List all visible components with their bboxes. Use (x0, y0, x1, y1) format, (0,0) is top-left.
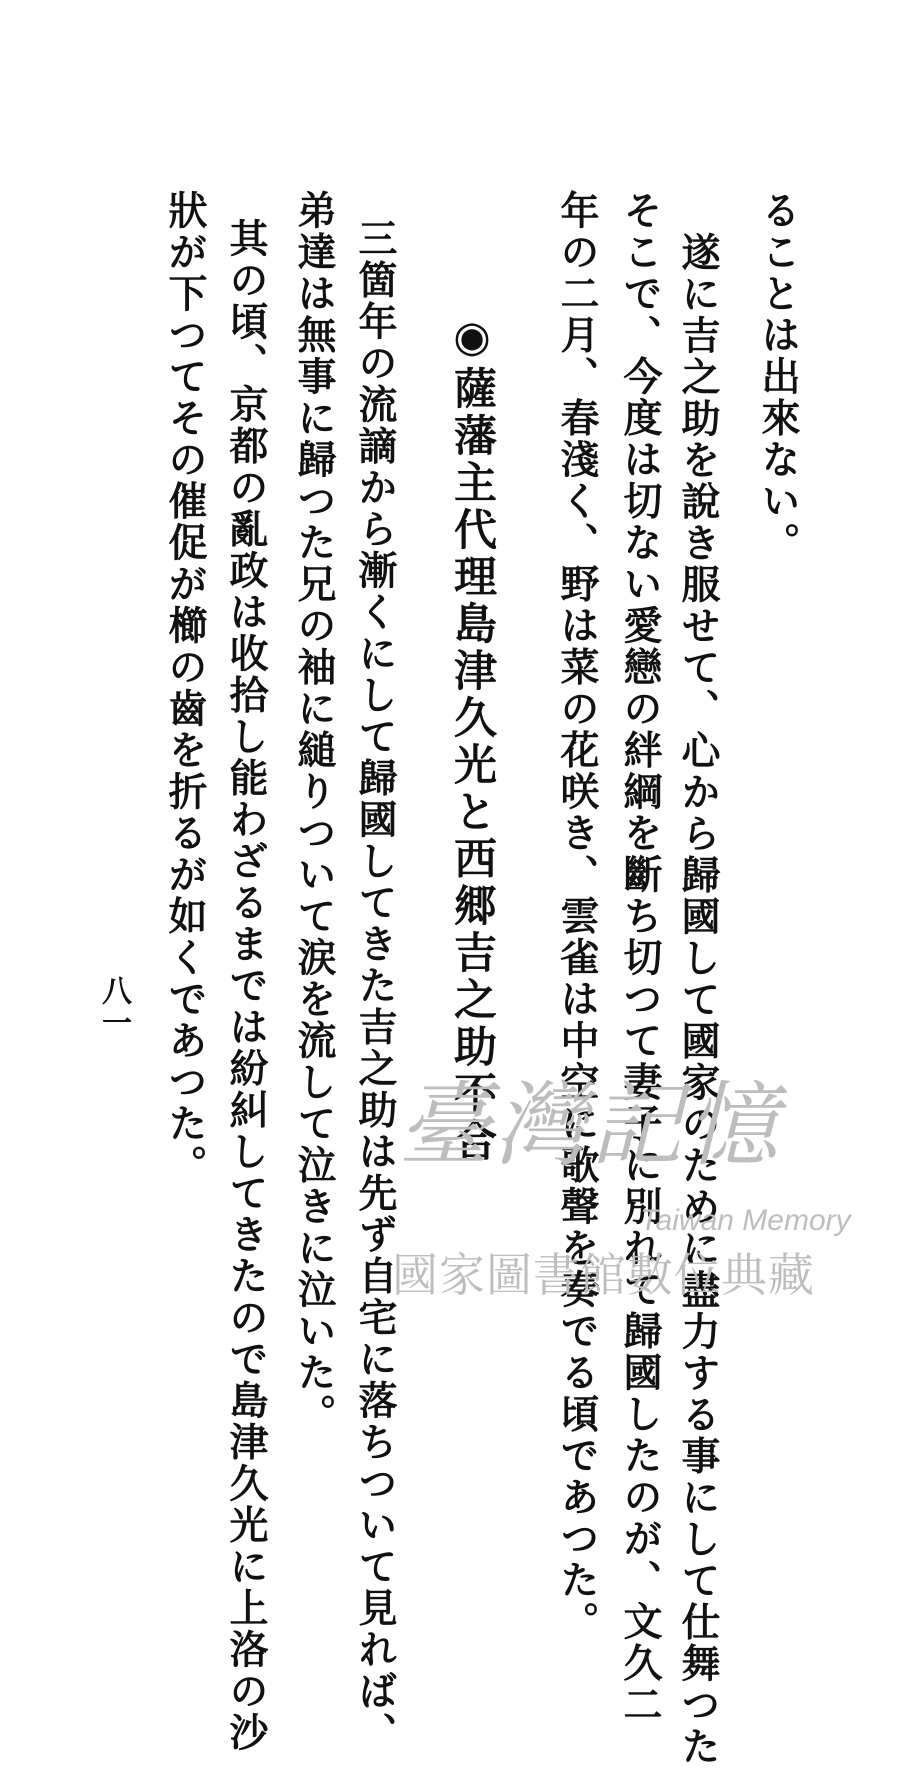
watermark-title: 臺灣記憶 (398, 1072, 783, 1179)
watermark-org: 國家圖書館數位典藏 (392, 1248, 815, 1302)
text-column-6: 弟達は無事に歸つた兄の袖に縋りついて涙を流して泣きに泣いた。 (291, 190, 337, 1435)
text-column-8: 狀が下つてその催促が櫛の齒を折るが如くであつた。 (162, 190, 208, 1186)
watermark-english: Taiwan Memory (640, 1204, 851, 1237)
text-column-5: 三箇年の流謫から漸くにして歸國してきた吉之助は先ず自宅に落ちついて見れば、 (352, 218, 398, 1754)
text-column-1: ることは出來ない。 (755, 190, 801, 564)
text-column-4: 年の二月、春淺く、野は菜の花咲き、雲雀は中空に歌聲を奏でる頃であつた。 (554, 190, 600, 1643)
page-number: 八一 (96, 975, 131, 1039)
text-column-7: 其の頃、京都の亂政は收拾し能わざるまでは紛糾してきたので島津久光に上洛の沙 (223, 218, 269, 1754)
text-column-3: そこで、今度は切ない愛戀の絆綱を斷ち切つて妻子に別れて歸國したのが、文久二 (617, 190, 663, 1726)
section-heading: ◉薩藩主代理島津久光と西郷吉之助不合 (447, 312, 497, 1165)
text-column-2: 遂に吉之助を說き服せて、心から歸國して國家のために盡力する事にして仕舞つた (675, 232, 721, 1768)
